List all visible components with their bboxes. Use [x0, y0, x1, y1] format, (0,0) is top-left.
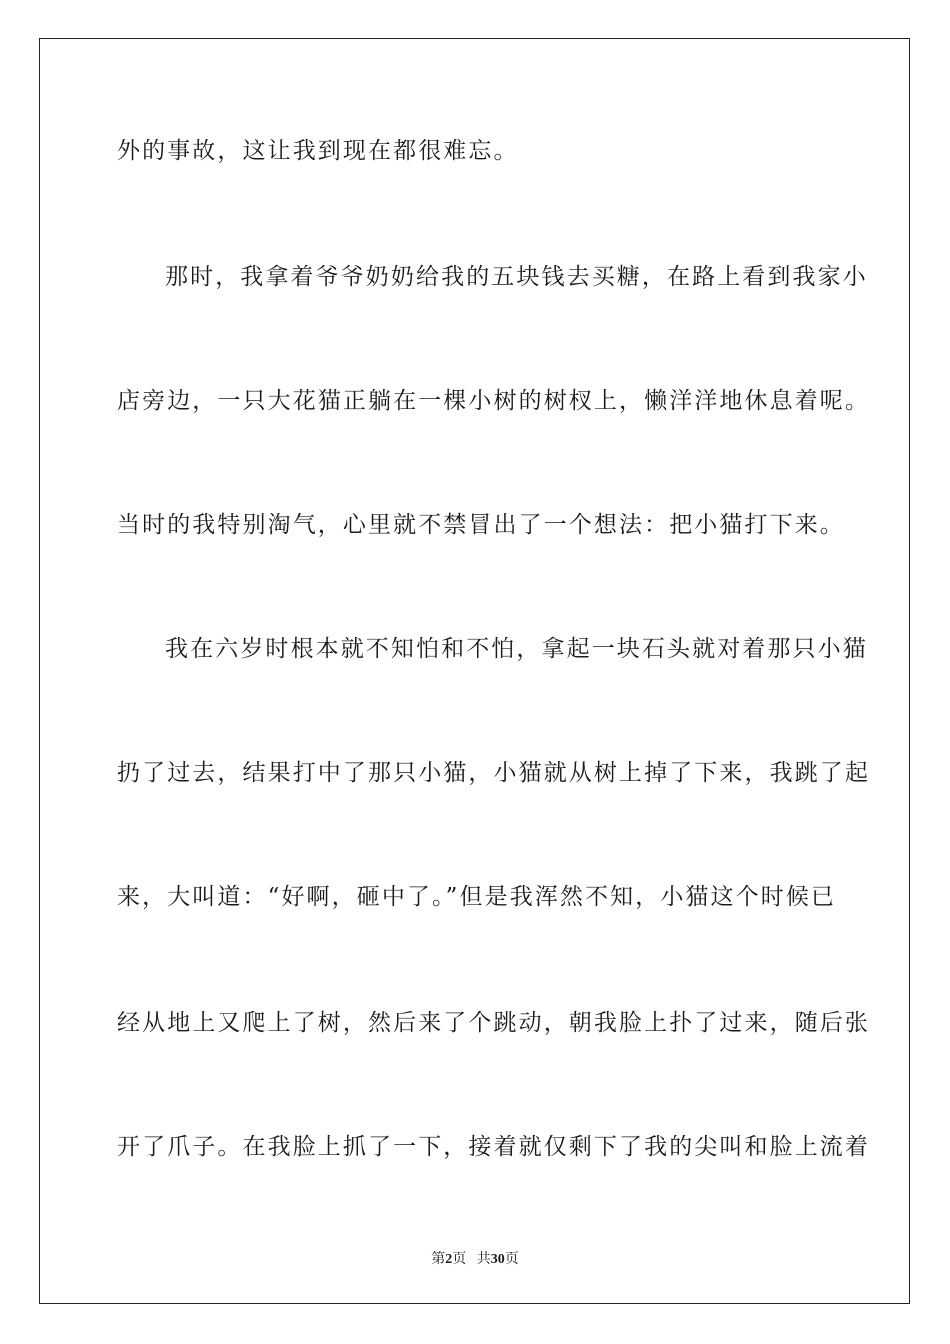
paragraph-line: 经从地上又爬上了树，然后来了个跳动，朝我脸上扑了过来，随后张: [117, 1010, 870, 1036]
total-pages: 30: [490, 1252, 505, 1267]
paragraph-line: 店旁边，一只大花猫正躺在一棵小树的树杈上，懒洋洋地休息着呢。: [117, 388, 870, 414]
paragraph-line: 外的事故，这让我到现在都很难忘。: [117, 138, 519, 164]
paragraph-line: 来，大叫道：“好啊，砸中了。”但是我浑然不知，小猫这个时候已: [117, 884, 837, 910]
paragraph-line: 扔了过去，结果打中了那只小猫，小猫就从树上掉了下来，我跳了起: [117, 760, 870, 786]
total-prefix: 共: [476, 1252, 491, 1267]
page-border: [39, 38, 910, 1304]
page-footer: [0, 1248, 950, 1268]
total-suffix: 页: [504, 1252, 519, 1267]
page-number: 2: [445, 1252, 453, 1267]
paragraph-line: 那时，我拿着爷爷奶奶给我的五块钱去买糖，在路上看到我家小: [165, 264, 868, 290]
page-suffix: 页: [452, 1252, 467, 1267]
page-prefix: 第: [431, 1252, 446, 1267]
paragraph-line: 开了爪子。在我脸上抓了一下，接着就仅剩下了我的尖叫和脸上流着: [117, 1134, 870, 1160]
paragraph-line: 我在六岁时根本就不知怕和不怕，拿起一块石头就对着那只小猫: [165, 636, 868, 662]
paragraph-line: 当时的我特别淘气，心里就不禁冒出了一个想法：把小猫打下来。: [117, 512, 845, 538]
